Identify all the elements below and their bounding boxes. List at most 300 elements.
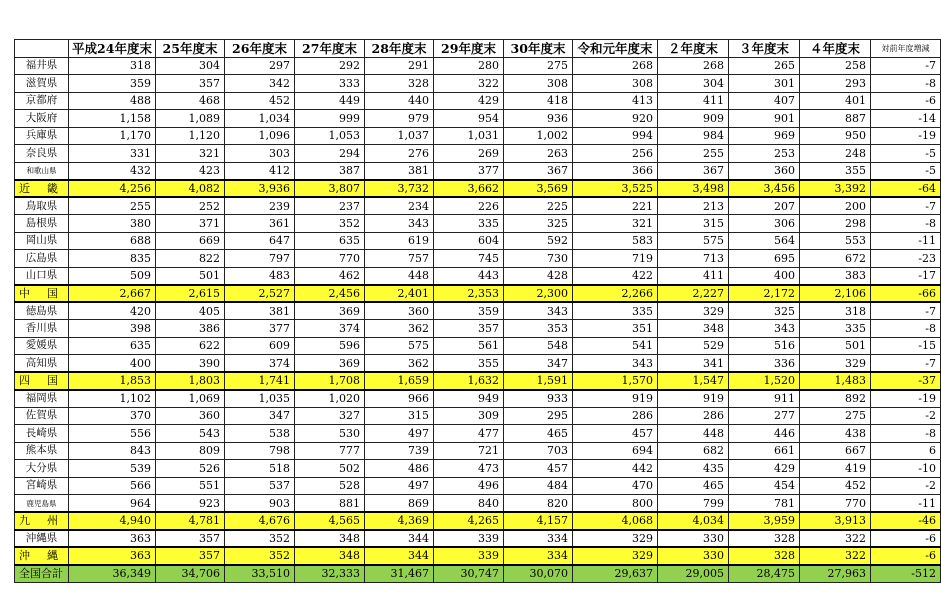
value-cell: 429 xyxy=(434,92,504,110)
value-cell: 936 xyxy=(504,110,573,128)
value-cell: 486 xyxy=(365,460,434,478)
value-cell: 564 xyxy=(729,232,800,250)
value-cell: 457 xyxy=(573,425,658,443)
value-cell: 291 xyxy=(365,57,434,75)
change-cell: -19 xyxy=(871,390,941,408)
value-cell: 363 xyxy=(69,530,156,548)
value-cell: 1,002 xyxy=(504,127,573,145)
row-label: 京都府 xyxy=(15,92,69,110)
value-cell: 370 xyxy=(69,407,156,425)
value-cell: 359 xyxy=(434,302,504,320)
row-label: 九 州 xyxy=(15,512,69,530)
change-cell: -8 xyxy=(871,75,941,93)
value-cell: 1,570 xyxy=(573,372,658,390)
value-cell: 909 xyxy=(658,110,729,128)
value-cell: 422 xyxy=(573,267,658,285)
value-cell: 2,266 xyxy=(573,285,658,303)
value-cell: 304 xyxy=(658,75,729,93)
value-cell: 484 xyxy=(504,477,573,495)
value-cell: 377 xyxy=(434,162,504,180)
value-cell: 1,170 xyxy=(69,127,156,145)
value-cell: 440 xyxy=(365,92,434,110)
change-cell: 6 xyxy=(871,442,941,460)
row-label: 大阪府 xyxy=(15,110,69,128)
value-cell: 405 xyxy=(156,302,225,320)
value-cell: 694 xyxy=(573,442,658,460)
value-cell: 497 xyxy=(365,477,434,495)
value-cell: 669 xyxy=(156,232,225,250)
value-cell: 609 xyxy=(225,337,295,355)
value-cell: 2,353 xyxy=(434,285,504,303)
statistics-table xyxy=(14,39,941,583)
value-cell: 3,732 xyxy=(365,180,434,198)
national-total-row xyxy=(15,565,941,583)
value-cell: 4,068 xyxy=(573,512,658,530)
value-cell: 840 xyxy=(434,495,504,513)
change-cell: -23 xyxy=(871,250,941,268)
value-cell: 1,020 xyxy=(295,390,365,408)
row-label: 和歌山県 xyxy=(15,162,69,180)
value-cell: 352 xyxy=(295,215,365,233)
row-label: 香川県 xyxy=(15,320,69,338)
value-cell: 400 xyxy=(729,267,800,285)
value-cell: 369 xyxy=(295,302,365,320)
value-cell: 1,102 xyxy=(69,390,156,408)
value-cell: 1,547 xyxy=(658,372,729,390)
value-cell: 596 xyxy=(295,337,365,355)
value-cell: 329 xyxy=(573,530,658,548)
value-cell: 2,227 xyxy=(658,285,729,303)
value-cell: 330 xyxy=(658,547,729,565)
table-row xyxy=(15,477,941,495)
value-cell: 1,120 xyxy=(156,127,225,145)
value-cell: 30,747 xyxy=(434,565,504,583)
value-cell: 237 xyxy=(295,197,365,215)
value-cell: 280 xyxy=(434,57,504,75)
value-cell: 4,265 xyxy=(434,512,504,530)
value-cell: 2,401 xyxy=(365,285,434,303)
value-cell: 887 xyxy=(800,110,871,128)
value-cell: 2,172 xyxy=(729,285,800,303)
value-cell: 539 xyxy=(69,460,156,478)
value-cell: 919 xyxy=(573,390,658,408)
value-cell: 448 xyxy=(365,267,434,285)
value-cell: 541 xyxy=(573,337,658,355)
row-label: 長崎県 xyxy=(15,425,69,443)
value-cell: 4,940 xyxy=(69,512,156,530)
value-cell: 979 xyxy=(365,110,434,128)
value-cell: 398 xyxy=(69,320,156,338)
value-cell: 994 xyxy=(573,127,658,145)
table-row xyxy=(15,355,941,373)
change-cell: -5 xyxy=(871,162,941,180)
table-row xyxy=(15,495,941,513)
value-cell: 374 xyxy=(225,355,295,373)
value-cell: 843 xyxy=(69,442,156,460)
value-cell: 1,096 xyxy=(225,127,295,145)
value-cell: 348 xyxy=(658,320,729,338)
value-cell: 374 xyxy=(295,320,365,338)
value-cell: 200 xyxy=(800,197,871,215)
table-row xyxy=(15,442,941,460)
value-cell: 672 xyxy=(800,250,871,268)
value-cell: 999 xyxy=(295,110,365,128)
value-cell: 381 xyxy=(225,302,295,320)
row-label: 鳥取県 xyxy=(15,197,69,215)
value-cell: 954 xyxy=(434,110,504,128)
row-label: 佐賀県 xyxy=(15,407,69,425)
value-cell: 295 xyxy=(504,407,573,425)
value-cell: 3,913 xyxy=(800,512,871,530)
value-cell: 3,662 xyxy=(434,180,504,198)
value-cell: 298 xyxy=(800,215,871,233)
value-cell: 400 xyxy=(69,355,156,373)
value-cell: 371 xyxy=(156,215,225,233)
value-cell: 3,392 xyxy=(800,180,871,198)
value-cell: 234 xyxy=(365,197,434,215)
value-cell: 4,157 xyxy=(504,512,573,530)
change-cell: -11 xyxy=(871,495,941,513)
row-label: 鹿児島県 xyxy=(15,495,69,513)
value-cell: 28,475 xyxy=(729,565,800,583)
row-label: 福井県 xyxy=(15,57,69,75)
change-cell: -6 xyxy=(871,530,941,548)
value-cell: 1,591 xyxy=(504,372,573,390)
value-cell: 502 xyxy=(295,460,365,478)
value-cell: 661 xyxy=(729,442,800,460)
row-label: 兵庫県 xyxy=(15,127,69,145)
value-cell: 381 xyxy=(365,162,434,180)
value-cell: 1,069 xyxy=(156,390,225,408)
value-cell: 730 xyxy=(504,250,573,268)
change-cell: -46 xyxy=(871,512,941,530)
value-cell: 920 xyxy=(573,110,658,128)
value-cell: 429 xyxy=(729,460,800,478)
value-cell: 462 xyxy=(295,267,365,285)
change-cell: -15 xyxy=(871,337,941,355)
value-cell: 543 xyxy=(156,425,225,443)
value-cell: 799 xyxy=(658,495,729,513)
value-cell: 526 xyxy=(156,460,225,478)
change-cell: -11 xyxy=(871,232,941,250)
value-cell: 357 xyxy=(156,75,225,93)
value-cell: 509 xyxy=(69,267,156,285)
value-cell: 4,369 xyxy=(365,512,434,530)
value-cell: 548 xyxy=(504,337,573,355)
value-cell: 822 xyxy=(156,250,225,268)
value-cell: 255 xyxy=(658,145,729,163)
value-cell: 820 xyxy=(504,495,573,513)
value-cell: 452 xyxy=(800,477,871,495)
header-cell-8: 令和元年度末 xyxy=(573,40,658,58)
value-cell: 30,070 xyxy=(504,565,573,583)
value-cell: 336 xyxy=(729,355,800,373)
value-cell: 496 xyxy=(434,477,504,495)
table-row xyxy=(15,145,941,163)
change-cell: -2 xyxy=(871,407,941,425)
region-subtotal-row xyxy=(15,180,941,198)
value-cell: 561 xyxy=(434,337,504,355)
value-cell: 343 xyxy=(504,302,573,320)
value-cell: 252 xyxy=(156,197,225,215)
value-cell: 1,853 xyxy=(69,372,156,390)
row-label: 滋賀県 xyxy=(15,75,69,93)
header-cell-6: 29年度末 xyxy=(434,40,504,58)
value-cell: 432 xyxy=(69,162,156,180)
value-cell: 268 xyxy=(573,57,658,75)
value-cell: 713 xyxy=(658,250,729,268)
value-cell: 3,525 xyxy=(573,180,658,198)
change-cell: -10 xyxy=(871,460,941,478)
value-cell: 362 xyxy=(365,320,434,338)
value-cell: 3,569 xyxy=(504,180,573,198)
change-cell: -8 xyxy=(871,425,941,443)
header-cell-3: 26年度末 xyxy=(225,40,295,58)
value-cell: 483 xyxy=(225,267,295,285)
table-row xyxy=(15,302,941,320)
table-row xyxy=(15,162,941,180)
value-cell: 901 xyxy=(729,110,800,128)
value-cell: 1,037 xyxy=(365,127,434,145)
value-cell: 334 xyxy=(504,547,573,565)
row-label: 中 国 xyxy=(15,285,69,303)
value-cell: 3,959 xyxy=(729,512,800,530)
value-cell: 739 xyxy=(365,442,434,460)
value-cell: 359 xyxy=(69,75,156,93)
value-cell: 2,527 xyxy=(225,285,295,303)
change-cell: -8 xyxy=(871,215,941,233)
value-cell: 418 xyxy=(504,92,573,110)
value-cell: 923 xyxy=(156,495,225,513)
table-row xyxy=(15,407,941,425)
header-cell-11: ４年度末 xyxy=(800,40,871,58)
value-cell: 553 xyxy=(800,232,871,250)
value-cell: 892 xyxy=(800,390,871,408)
value-cell: 362 xyxy=(365,355,434,373)
value-cell: 367 xyxy=(504,162,573,180)
value-cell: 438 xyxy=(800,425,871,443)
value-cell: 321 xyxy=(573,215,658,233)
value-cell: 225 xyxy=(504,197,573,215)
value-cell: 333 xyxy=(295,75,365,93)
value-cell: 529 xyxy=(658,337,729,355)
row-label: 広島県 xyxy=(15,250,69,268)
header-cell-2: 25年度末 xyxy=(156,40,225,58)
row-label: 岡山県 xyxy=(15,232,69,250)
header-cell-10: ３年度末 xyxy=(729,40,800,58)
value-cell: 401 xyxy=(800,92,871,110)
value-cell: 386 xyxy=(156,320,225,338)
value-cell: 419 xyxy=(800,460,871,478)
value-cell: 325 xyxy=(504,215,573,233)
value-cell: 477 xyxy=(434,425,504,443)
value-cell: 592 xyxy=(504,232,573,250)
value-cell: 351 xyxy=(573,320,658,338)
value-cell: 27,963 xyxy=(800,565,871,583)
value-cell: 308 xyxy=(573,75,658,93)
value-cell: 688 xyxy=(69,232,156,250)
table-row xyxy=(15,215,941,233)
value-cell: 4,565 xyxy=(295,512,365,530)
value-cell: 903 xyxy=(225,495,295,513)
value-cell: 342 xyxy=(225,75,295,93)
value-cell: 213 xyxy=(658,197,729,215)
region-subtotal-row xyxy=(15,285,941,303)
value-cell: 355 xyxy=(434,355,504,373)
value-cell: 322 xyxy=(800,547,871,565)
value-cell: 647 xyxy=(225,232,295,250)
change-cell: -19 xyxy=(871,127,941,145)
row-label: 四 国 xyxy=(15,372,69,390)
value-cell: 470 xyxy=(573,477,658,495)
value-cell: 1,659 xyxy=(365,372,434,390)
table-row xyxy=(15,127,941,145)
value-cell: 328 xyxy=(729,530,800,548)
value-cell: 497 xyxy=(365,425,434,443)
value-cell: 984 xyxy=(658,127,729,145)
value-cell: 428 xyxy=(504,267,573,285)
value-cell: 781 xyxy=(729,495,800,513)
value-cell: 1,741 xyxy=(225,372,295,390)
header-cell-0 xyxy=(15,40,69,58)
value-cell: 413 xyxy=(573,92,658,110)
value-cell: 341 xyxy=(658,355,729,373)
value-cell: 4,781 xyxy=(156,512,225,530)
region-subtotal-row xyxy=(15,372,941,390)
value-cell: 1,520 xyxy=(729,372,800,390)
value-cell: 321 xyxy=(156,145,225,163)
value-cell: 369 xyxy=(295,355,365,373)
row-label: 全国合計 xyxy=(15,565,69,583)
value-cell: 390 xyxy=(156,355,225,373)
value-cell: 538 xyxy=(225,425,295,443)
value-cell: 258 xyxy=(800,57,871,75)
value-cell: 682 xyxy=(658,442,729,460)
row-label: 宮崎県 xyxy=(15,477,69,495)
value-cell: 322 xyxy=(800,530,871,548)
value-cell: 329 xyxy=(573,547,658,565)
value-cell: 919 xyxy=(658,390,729,408)
value-cell: 635 xyxy=(69,337,156,355)
value-cell: 950 xyxy=(800,127,871,145)
value-cell: 518 xyxy=(225,460,295,478)
value-cell: 360 xyxy=(156,407,225,425)
value-cell: 1,034 xyxy=(225,110,295,128)
value-cell: 330 xyxy=(658,530,729,548)
value-cell: 286 xyxy=(658,407,729,425)
row-label: 沖縄県 xyxy=(15,530,69,548)
value-cell: 412 xyxy=(225,162,295,180)
value-cell: 1,803 xyxy=(156,372,225,390)
value-cell: 239 xyxy=(225,197,295,215)
value-cell: 315 xyxy=(658,215,729,233)
value-cell: 407 xyxy=(729,92,800,110)
value-cell: 949 xyxy=(434,390,504,408)
value-cell: 275 xyxy=(800,407,871,425)
value-cell: 703 xyxy=(504,442,573,460)
change-cell: -6 xyxy=(871,547,941,565)
value-cell: 695 xyxy=(729,250,800,268)
value-cell: 348 xyxy=(295,530,365,548)
value-cell: 966 xyxy=(365,390,434,408)
value-cell: 1,089 xyxy=(156,110,225,128)
value-cell: 335 xyxy=(800,320,871,338)
value-cell: 721 xyxy=(434,442,504,460)
value-cell: 452 xyxy=(225,92,295,110)
change-cell: -5 xyxy=(871,145,941,163)
change-cell: -64 xyxy=(871,180,941,198)
value-cell: 3,936 xyxy=(225,180,295,198)
row-label: 近 畿 xyxy=(15,180,69,198)
value-cell: 377 xyxy=(225,320,295,338)
value-cell: 361 xyxy=(225,215,295,233)
value-cell: 501 xyxy=(800,337,871,355)
value-cell: 635 xyxy=(295,232,365,250)
change-cell: -2 xyxy=(871,477,941,495)
value-cell: 2,300 xyxy=(504,285,573,303)
row-label: 山口県 xyxy=(15,267,69,285)
value-cell: 306 xyxy=(729,215,800,233)
value-cell: 457 xyxy=(504,460,573,478)
value-cell: 619 xyxy=(365,232,434,250)
value-cell: 809 xyxy=(156,442,225,460)
value-cell: 352 xyxy=(225,547,295,565)
value-cell: 465 xyxy=(504,425,573,443)
value-cell: 1,053 xyxy=(295,127,365,145)
value-cell: 435 xyxy=(658,460,729,478)
value-cell: 800 xyxy=(573,495,658,513)
value-cell: 253 xyxy=(729,145,800,163)
table-row xyxy=(15,110,941,128)
header-cell-9: ２年度末 xyxy=(658,40,729,58)
value-cell: 551 xyxy=(156,477,225,495)
value-cell: 2,615 xyxy=(156,285,225,303)
value-cell: 575 xyxy=(365,337,434,355)
value-cell: 757 xyxy=(365,250,434,268)
change-cell: -7 xyxy=(871,197,941,215)
value-cell: 446 xyxy=(729,425,800,443)
value-cell: 2,667 xyxy=(69,285,156,303)
header-cell-1: 平成24年度末 xyxy=(69,40,156,58)
value-cell: 516 xyxy=(729,337,800,355)
table-row xyxy=(15,337,941,355)
change-cell: -512 xyxy=(871,565,941,583)
value-cell: 449 xyxy=(295,92,365,110)
value-cell: 275 xyxy=(504,57,573,75)
table-row xyxy=(15,390,941,408)
value-cell: 309 xyxy=(434,407,504,425)
value-cell: 276 xyxy=(365,145,434,163)
value-cell: 777 xyxy=(295,442,365,460)
value-cell: 797 xyxy=(225,250,295,268)
table-row xyxy=(15,530,941,548)
table-row xyxy=(15,57,941,75)
value-cell: 353 xyxy=(504,320,573,338)
value-cell: 360 xyxy=(729,162,800,180)
value-cell: 1,158 xyxy=(69,110,156,128)
row-label: 奈良県 xyxy=(15,145,69,163)
value-cell: 442 xyxy=(573,460,658,478)
value-cell: 331 xyxy=(69,145,156,163)
value-cell: 2,106 xyxy=(800,285,871,303)
value-cell: 4,034 xyxy=(658,512,729,530)
table-row xyxy=(15,92,941,110)
change-cell: -66 xyxy=(871,285,941,303)
value-cell: 344 xyxy=(365,547,434,565)
value-cell: 911 xyxy=(729,390,800,408)
row-label: 徳島県 xyxy=(15,302,69,320)
region-subtotal-row xyxy=(15,547,941,565)
